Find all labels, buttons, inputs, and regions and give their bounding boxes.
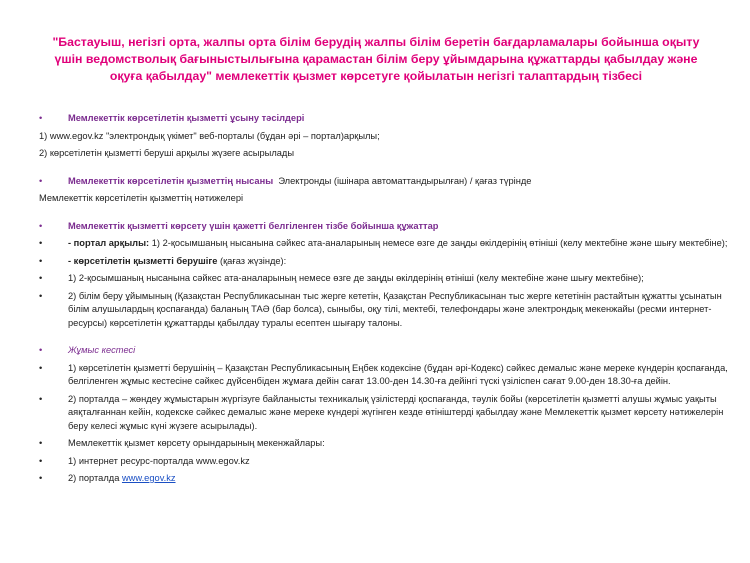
bullet-icon: • bbox=[39, 362, 43, 373]
bullet-icon: • bbox=[39, 438, 43, 448]
delivery-method-provider: 2) көрсетілетін қызметті беруші арқылы жүзеге асырылады bbox=[39, 148, 295, 158]
section-heading: Мемлекеттік көрсетілетін қызметті ұсыну тәсілдері bbox=[68, 113, 305, 123]
bullet-icon: • bbox=[39, 345, 43, 355]
delivery-method-portal: 1) www.egov.kz "электрондық үкімет" веб-порталы (бұдан әрі – портал)арқылы; bbox=[39, 130, 380, 141]
service-form-value: Электронды (ішінара автоматтандырылған) / қағаз түрінде bbox=[278, 175, 532, 186]
bullet-icon: • bbox=[39, 473, 43, 483]
section-form-heading bbox=[39, 175, 745, 189]
address-internet-item bbox=[39, 455, 745, 469]
schedule-portal-item bbox=[39, 393, 745, 434]
section-schedule-heading bbox=[39, 344, 745, 358]
document-content bbox=[39, 112, 745, 486]
service-results-line: Мемлекеттік көрсетілетін қызметтің нәтижелері bbox=[39, 193, 244, 203]
address-internet-text: 1) интернет ресурс-порталда www.egov.kz bbox=[68, 455, 250, 466]
schedule-portal-text: 2) порталда – жөндеу жұмыстарын жүргізуге байланысты техникалық үзілістерді қоспағанда, тәулік бойы (көрсетілетін қызметті алушы жұмыс уақыты аяқталғаннан кейін, кодекске сәйкес демалыс және мереке күндері жүгінген кезде өтініштерді қабылдау және Мемлекеттік қызмет көрсету нәтижелерін беру келесі жұмыс күні жүзеге асырылады). bbox=[68, 393, 724, 431]
documents-portal-item bbox=[39, 237, 745, 251]
portal-text: 1) 2-қосымшаның нысанына сәйкес ата-аналарының немесе өзге де заңды өкілдерінің өтініші (келу мектебіне және шығу мектебіне); bbox=[151, 238, 728, 248]
addresses-heading-item bbox=[39, 437, 745, 451]
bullet-icon: • bbox=[39, 455, 43, 466]
bullet-icon: • bbox=[39, 113, 43, 123]
bullet-icon: • bbox=[39, 175, 43, 186]
provider-suffix: (қағаз жүзінде): bbox=[220, 255, 287, 266]
coupon-text: 2) білім беру ұйымының (Қазақстан Республикасынан тыс жерге кететін, Қазақстан Республикасынан тыс жерге кететінін растайтын құжатты ұсынатын білім алушылардың қоспағанда) баланың ТАӘ (бар болса), сыныбы, оқу тілі, мектебі, телефондары және электрондық мекенжайы (ресми интернет-ресурсы) көрсетілетін құжаттарды қабылдау туралы есептен шығару талоны. bbox=[68, 290, 722, 328]
bullet-icon: • bbox=[39, 393, 43, 404]
bullet-icon: • bbox=[39, 255, 43, 266]
address-portal-prefix: 2) порталда bbox=[68, 473, 120, 483]
schedule-provider-text: 1) көрсетілетін қызметті берушінің – Қазақстан Республикасының Еңбек кодексіне (бұдан әрі-Кодекс) сәйкес демалыс және мереке күндерін қоспағанда, белгіленген жұмыс кестесіне сәйкес дүйсенбіден жұмаға дейін сағат 13.00-ден 14.30-ға дейінгі түскі үзіліспен сағат 9.00-ден 18.30-ға дейін. bbox=[68, 362, 728, 386]
addresses-heading-text: Мемлекеттік қызмет көрсету орындарының мекенжайлары: bbox=[68, 438, 325, 448]
section-delivery-methods-heading bbox=[39, 112, 745, 126]
portal-label: - портал арқылы: bbox=[68, 238, 150, 248]
section-heading: Жұмыс кестесі bbox=[68, 345, 136, 355]
schedule-provider-item bbox=[39, 362, 745, 389]
bullet-icon: • bbox=[39, 220, 43, 231]
provider-label: - көрсетілетін қызметті берушіге bbox=[68, 255, 218, 266]
section-heading: Мемлекеттік көрсетілетін қызметтің нысаны bbox=[68, 175, 274, 186]
bullet-icon: • bbox=[39, 273, 43, 283]
section-heading: Мемлекеттік қызметті көрсету үшін қажетті белгіленген тізбе бойынша құжаттар bbox=[68, 220, 439, 231]
documents-application-item bbox=[39, 272, 745, 286]
documents-coupon-item bbox=[39, 290, 745, 331]
address-portal-item bbox=[39, 472, 745, 486]
bullet-icon: • bbox=[39, 290, 43, 301]
section-documents-heading bbox=[39, 220, 745, 234]
egov-link[interactable]: www.egov.kz bbox=[121, 473, 176, 483]
documents-provider-item bbox=[39, 255, 745, 269]
document-title: "Бастауыш, негізгі орта, жалпы орта білім берудің жалпы білім беретін бағдарламалары бойынша оқыту үшін ведомстволық бағыныстылығына қарамастан білім беру ұйымдарына құжаттарды қабылдау және оқуға қабылдау" мемлекеттік қызмет көрсетуге қойылатын негізгі талаптардың тізбесі bbox=[52, 35, 700, 83]
application-text: 1) 2-қосымшаның нысанына сәйкес ата-аналарының немесе өзге де заңды өкілдерінің өтініші (келу мектебіне және шығу мектебіне); bbox=[68, 273, 644, 283]
bullet-icon: • bbox=[39, 238, 43, 248]
